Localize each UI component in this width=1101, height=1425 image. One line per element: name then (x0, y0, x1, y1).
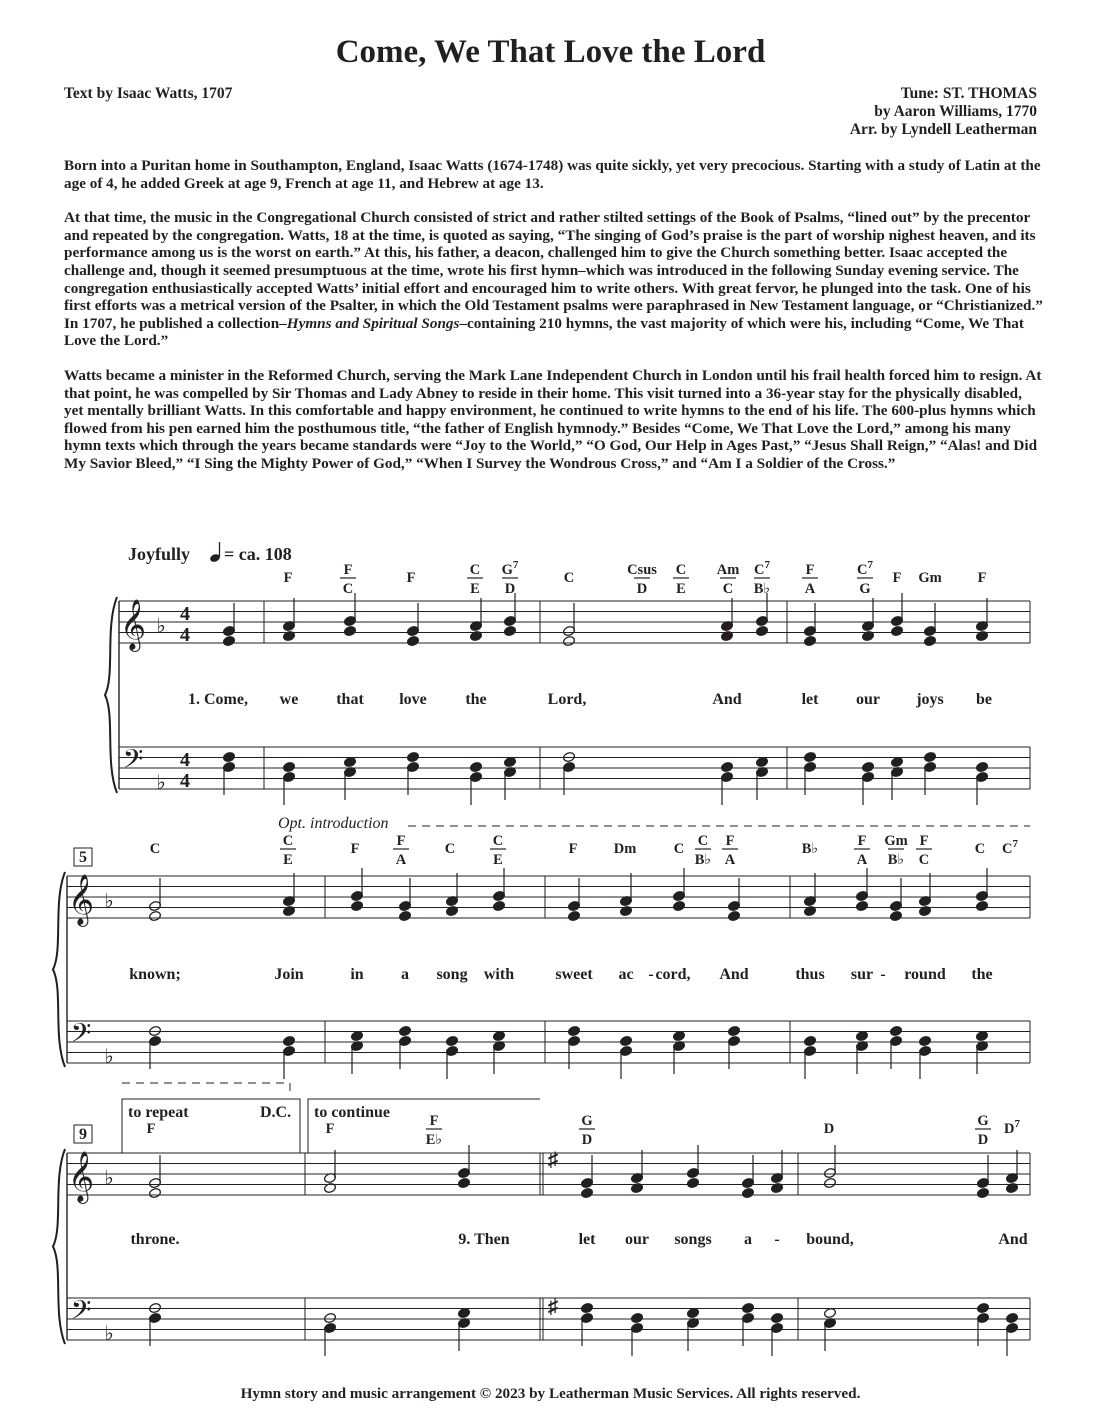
lyric-syllable: 1. Come, (188, 691, 248, 708)
chord-symbol (490, 833, 506, 868)
lyric-syllable: we (279, 691, 299, 708)
lyric-syllable: sur (850, 966, 874, 983)
chord-symbol (1002, 838, 1018, 857)
lyric-syllable: Join (274, 966, 304, 983)
note-head (1005, 1312, 1018, 1323)
note-head (580, 1302, 593, 1313)
treble-clef-icon: 𝄞 (119, 599, 147, 650)
chord-bass: C (722, 581, 734, 597)
treble-clef-icon: 𝄞 (67, 1151, 95, 1202)
chord-symbol (674, 841, 684, 857)
chord-extension: 7 (512, 559, 519, 571)
note-head (282, 1035, 295, 1046)
note-head (619, 1035, 632, 1046)
chord-root: F (350, 841, 360, 857)
lyric-syllable: 9. Then (458, 1231, 510, 1248)
chord-symbol (916, 833, 932, 868)
chord-root: Csus (627, 562, 657, 578)
note-head (148, 1187, 161, 1198)
chord-root: C (492, 833, 504, 849)
chord-extension: 7 (1012, 838, 1018, 850)
flat-icon: ♭ (104, 1167, 114, 1190)
note-head (343, 625, 356, 636)
note-head (222, 751, 235, 762)
chord-symbol (1004, 1118, 1020, 1137)
lyric-syllable: that (336, 691, 364, 708)
chord-root: F (406, 570, 416, 586)
note-head (350, 1030, 363, 1041)
note-head (889, 1025, 902, 1036)
chord-root: F (725, 833, 735, 849)
chord-symbol (326, 1121, 335, 1137)
chord-bass: A (724, 852, 736, 868)
note-head (976, 1187, 989, 1198)
lyric-syllable: our (625, 1231, 649, 1248)
flat-icon: ♭ (156, 772, 166, 794)
note-head (398, 910, 411, 921)
note-head (890, 625, 903, 636)
chord-bass: D (581, 1132, 593, 1148)
chord-root: F (343, 562, 353, 578)
chord-bass: E (283, 852, 293, 868)
lyric-syllable: thus (795, 966, 825, 983)
chord-root: D (823, 1121, 835, 1137)
chord-symbol (754, 559, 771, 597)
to-continue-label: to continue (314, 1104, 390, 1121)
lyric-syllable: love (399, 691, 427, 708)
lyric-syllable: And (712, 691, 742, 708)
note-head (975, 761, 988, 772)
chord-root: F (146, 1121, 156, 1137)
note-head (741, 1187, 754, 1198)
lyric-syllable: And (998, 1231, 1028, 1248)
tune-composer: by Aaron Williams, 1770 (874, 103, 1037, 120)
brace-icon (105, 597, 117, 793)
lyric-syllable: with (483, 966, 515, 983)
chord-root: C (974, 841, 986, 857)
chord-root: F (568, 841, 578, 857)
chord-symbol (407, 570, 416, 586)
lyric-syllable: And (719, 966, 749, 983)
chord-symbol (614, 841, 637, 857)
lyric-syllable: songs (674, 1231, 712, 1248)
chord-root: F (919, 833, 929, 849)
chord-symbol (467, 562, 483, 597)
hymn-title: Come, We That Love the Lord (335, 34, 766, 70)
chord-root: C (673, 841, 685, 857)
chord-symbol (893, 570, 902, 586)
note-head (457, 1307, 470, 1318)
chord-root: F (283, 570, 293, 586)
chord-bass: E (470, 581, 480, 597)
note-head (406, 751, 419, 762)
chord-symbol (147, 1121, 156, 1137)
chord-root: B♭ (801, 841, 819, 857)
note-head (469, 761, 482, 772)
lyric-syllable: a (744, 1231, 752, 1248)
chord-root: F (396, 833, 406, 849)
lyric-syllable: let (578, 1231, 596, 1248)
note-head (567, 910, 580, 921)
chord-root: G (581, 1113, 593, 1129)
chord-symbol (854, 833, 870, 868)
note-head (975, 1030, 988, 1041)
note-head (803, 1035, 816, 1046)
lyric-syllable: let (801, 691, 819, 708)
tempo-mark: = ca. 108 (224, 544, 292, 564)
chord-root: Dm (613, 841, 637, 857)
chord-symbol (978, 570, 987, 586)
story-paragraph-1: Born into a Puritan home in Southampton, England, Isaac Watts (1674-1748) was quite sickly, yet very precocious. Starting with a study of Latin at the age of 4, he added Greek at age 9, French at age 11, and Hebrew at age 13. (64, 157, 1041, 192)
note-head (562, 635, 575, 646)
chord-root: C (675, 562, 687, 578)
measure-number: 9 (79, 1126, 87, 1143)
lyric-syllable: be (976, 691, 992, 708)
flat-icon: ♭ (104, 1046, 114, 1068)
chord-root: F (977, 570, 987, 586)
note-head (741, 1302, 754, 1313)
chord-bass: A (856, 852, 868, 868)
chord-symbol (150, 841, 160, 857)
chord-symbol (579, 1113, 595, 1148)
lyric-syllable: - (648, 966, 654, 983)
tune-arranger: Arr. by Lyndell Leatherman (849, 121, 1037, 138)
note-head (457, 1177, 470, 1188)
note-head (503, 756, 516, 767)
opt-intro-label: Opt. introduction (278, 815, 389, 832)
chord-symbol (280, 833, 296, 868)
chord-root: Gm (884, 833, 908, 849)
chord-symbol (722, 833, 738, 868)
chord-symbol (673, 562, 689, 597)
chord-root: F (892, 570, 902, 586)
chord-bass: B♭ (694, 852, 712, 868)
chord-extension: 7 (1014, 1118, 1020, 1130)
story-paragraph-3: Watts became a minister in the Reformed Church, serving the Mark Lane Independent Church in London until his frail health forced him to resign. At that point, he was compelled by Sir Thomas and Lady Abney to reside in their home. This visit turned into a 36-year stay for the physically disabled, yet mentally brilliant Watts. In this comfortable and happy environment, he continued to write hymns to the end of his life. The 600-plus hymns which flowed from his pen earned him the posthumous title, “the father of English hymnody.” Besides “Come, We That Love the Lord,” among his many hymn texts which through the years became standards were “Joy to the World,” “O God, Our Help in Ages Past,” “Jesus Shall Reign,” “Alas! and Did My Savior Bleed,” “I Sing the Mighty Power of God,” “When I Survey the Wondrous Cross,” and “Am I a Soldier of the Cross.” (64, 366, 1042, 472)
chord-root: Gm (918, 570, 942, 586)
bass-clef-icon: 𝄢 (122, 743, 144, 781)
chord-symbol (884, 833, 907, 868)
note-head (855, 900, 868, 911)
note-head (803, 635, 816, 646)
dc-label: D.C. (260, 1104, 292, 1121)
lyric-syllable: the (971, 966, 993, 983)
note-head (222, 635, 235, 646)
chord-symbol (564, 570, 574, 586)
chord-bass: D (636, 581, 648, 597)
note-head (492, 1030, 505, 1041)
sharp-icon: ♯ (548, 1296, 558, 1318)
lyric-syllable: joys (916, 691, 944, 708)
lyric-syllable: round (904, 966, 946, 983)
brace-icon (53, 1149, 65, 1344)
chord-symbol (340, 562, 356, 597)
note-head (282, 761, 295, 772)
chord-root: C (697, 833, 709, 849)
note-head (686, 1307, 699, 1318)
chord-root: $C^7$ (857, 559, 873, 578)
note-head (398, 1025, 411, 1036)
chord-extension: 7 (867, 559, 873, 571)
chord-bass: E (676, 581, 686, 597)
chord-symbol (284, 570, 293, 586)
chord-symbol (857, 559, 873, 597)
lyric-syllable: throne. (130, 1231, 180, 1248)
chord-root: Am (716, 562, 740, 578)
chord-root: $C^7$ (1002, 838, 1018, 857)
note-head (770, 1312, 783, 1323)
chord-bass: A (395, 852, 407, 868)
note-head (923, 635, 936, 646)
sharp-icon: ♯ (548, 1149, 558, 1171)
chord-symbol (802, 841, 819, 857)
note-head (823, 1307, 836, 1318)
note-head (918, 1035, 931, 1046)
note-head (727, 910, 740, 921)
chord-bass: G (859, 581, 871, 597)
flat-icon: ♭ (156, 615, 166, 638)
note-head (406, 635, 419, 646)
chord-symbol (975, 1113, 991, 1148)
note-head (720, 761, 733, 772)
chord-symbol (569, 841, 578, 857)
chord-root: $C^7$ (754, 559, 770, 578)
chord-bass: B♭ (753, 581, 771, 597)
note-head (323, 1312, 336, 1323)
chord-extension: 7 (764, 559, 770, 571)
note-head (727, 1025, 740, 1036)
note-head (755, 625, 768, 636)
chord-bass: C (342, 581, 354, 597)
note-head (672, 900, 685, 911)
chord-root: $D^7$ (1004, 1118, 1020, 1137)
tempo-word: Joyfully (128, 544, 191, 564)
chord-bass: E (493, 852, 503, 868)
story-p2-text-a: At that time, the music in the Congregational Church consisted of strict and rather stilted settings of the Book of Psalms, “lined out” by the precentor and repeated by the congregation. Watts, 18 at the time, is quoted as saying, “The singing of God’s praise is the part of worship nighest heaven, and its performance among us is the worst on earth.” At this, his father, a deacon, challenged him to give the Church something better. Isaac accepted the challenge and, though it seemed presumptuous at the time, wrote his first hymn–which was introduced in the following Sunday evening service. The congregation enthusiastically accepted Watts’ initial effort and encouraged him to write others. With great fervor, he plunged into the task. One of his first efforts was a metrical version of the Psalter, in which the Old Testament psalms were paraphrased in New Testament language, or “Christianized.” In 1707, he published a collection– (64, 209, 1043, 332)
note-head (492, 900, 505, 911)
time-signature-bottom: 4 (180, 624, 190, 646)
copyright-footer: Hymn story and music arrangement © 2023 by Leatherman Music Services. All rights reserved. (240, 1385, 861, 1402)
bass-clef-icon: 𝄢 (70, 1017, 92, 1055)
chord-symbol (824, 1121, 834, 1137)
chord-bass: E♭ (425, 1132, 443, 1148)
chord-root: C (563, 570, 575, 586)
lyric-syllable: in (350, 966, 364, 983)
chord-bass: D (977, 1132, 989, 1148)
text-author: Text by Isaac Watts, 1707 (64, 85, 233, 102)
note-head (861, 761, 874, 772)
score-labels (68, 542, 1030, 1345)
lyric-syllable: cord, (655, 966, 691, 983)
bass-clef-icon: 𝄢 (70, 1294, 92, 1332)
chord-symbol (802, 562, 818, 597)
note-head (923, 751, 936, 762)
note-head (755, 756, 768, 767)
note-head (148, 910, 161, 921)
treble-clef-icon: 𝄞 (67, 874, 95, 925)
note-head (976, 1302, 989, 1313)
flat-icon: ♭ (104, 890, 114, 913)
chord-root: F (857, 833, 867, 849)
note-head (343, 756, 356, 767)
time-signature-bottom: 4 (180, 770, 190, 792)
chord-symbols (147, 559, 1021, 1148)
note-head (503, 625, 516, 636)
lyric-syllable: ac (618, 966, 634, 983)
lyric-syllable: Lord, (547, 691, 587, 708)
chord-bass: C (918, 852, 930, 868)
note-head (580, 1187, 593, 1198)
note-head (567, 1025, 580, 1036)
chord-root: F (805, 562, 815, 578)
note-head (855, 1030, 868, 1041)
chord-root: $G^7$ (501, 559, 519, 578)
chord-root: G (977, 1113, 989, 1129)
story-p2-text-b: –containing 210 hymns, the vast majority of which were his, including “Come, We That Love the Lord.” (64, 314, 1024, 350)
note-head (672, 1030, 685, 1041)
chord-symbol (975, 841, 985, 857)
note-head (823, 1177, 836, 1188)
chord-root: C (282, 833, 294, 849)
chord-symbol (445, 841, 455, 857)
lyric-syllable: - (774, 1231, 780, 1248)
chord-symbol (695, 833, 712, 868)
lyric-syllable: - (880, 966, 886, 983)
chord-bass: A (804, 581, 816, 597)
chord-root: F (429, 1113, 439, 1129)
to-repeat-label: to repeat (128, 1104, 189, 1121)
time-signature-top: 4 (180, 603, 190, 625)
chord-symbol (627, 562, 657, 597)
lyric-syllable: bound, (806, 1231, 854, 1248)
lyric-syllable: known; (129, 966, 181, 983)
chord-root: C (149, 841, 161, 857)
story-book-title: Hymns and Spiritual Songs (286, 314, 460, 332)
chord-root: C (469, 562, 481, 578)
note-head (890, 756, 903, 767)
measure-number: 5 (79, 849, 87, 866)
tune-name: Tune: ST. THOMAS (900, 85, 1037, 102)
chord-symbol (426, 1113, 443, 1148)
note-head (889, 910, 902, 921)
note-head (350, 900, 363, 911)
lyric-syllable: our (856, 691, 880, 708)
note-head (975, 900, 988, 911)
lyric-syllable: sweet (555, 966, 593, 983)
lyric-syllable: song (436, 966, 468, 983)
note-head (686, 1177, 699, 1188)
note-head (630, 1312, 643, 1323)
brace-icon (53, 872, 65, 1067)
chord-symbol (502, 559, 519, 597)
chord-bass: D (504, 581, 516, 597)
lyric-syllable: a (401, 966, 409, 983)
note-head (445, 1035, 458, 1046)
lyric-syllable: the (465, 691, 487, 708)
note-head (803, 751, 816, 762)
flat-icon: ♭ (104, 1323, 114, 1345)
chord-root: F (325, 1121, 335, 1137)
chord-symbol (351, 841, 360, 857)
chord-symbol (717, 562, 740, 597)
chord-root: C (444, 841, 456, 857)
chord-bass: B♭ (887, 852, 905, 868)
time-signature-top: 4 (180, 749, 190, 771)
chord-symbol (918, 570, 941, 586)
chord-symbol (393, 833, 409, 868)
